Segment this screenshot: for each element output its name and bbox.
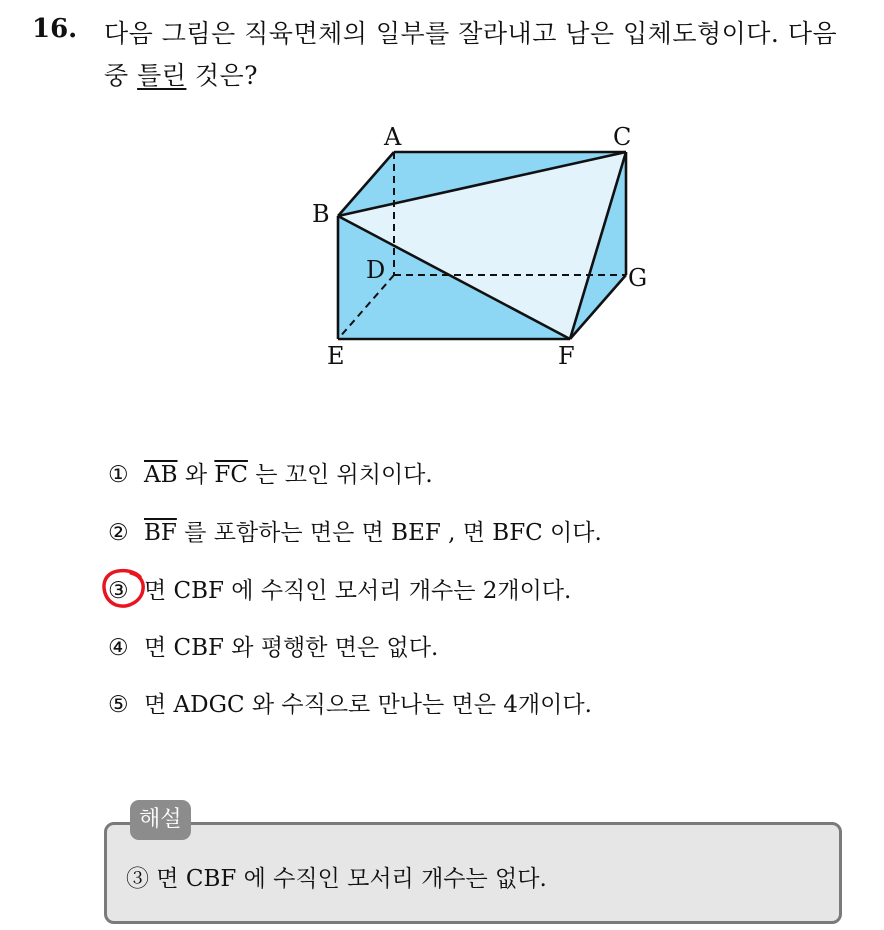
solution-text: ③ 면 CBF 에 수직인 모서리 개수는 없다.	[126, 866, 547, 892]
option-text: 는 꼬인 위치이다.	[247, 462, 433, 488]
vertex-label-g: G	[628, 264, 648, 292]
question-text-line1: 다음 그림은 직육면체의 일부를 잘라내고 남은 입체도형이다. 다음	[104, 19, 838, 48]
option-5[interactable]	[108, 686, 592, 719]
option-number: ④	[108, 635, 129, 661]
question-underlined-word: 틀린	[137, 61, 187, 90]
vertex-label-d: D	[366, 256, 386, 284]
question-text-suffix: 것은?	[186, 61, 259, 90]
option-text: 면 CBF 에 수직인 모서리 개수는 2개이다.	[144, 578, 572, 604]
answer-mark-circle-icon	[100, 567, 146, 609]
solid-figure-diagram	[300, 118, 660, 378]
option-text: 면 ADGC 와 수직으로 만나는 면은 4개이다.	[144, 692, 592, 718]
option-text: 면 CBF 와 평행한 면은 없다.	[144, 635, 439, 661]
option-number: ⑤	[108, 692, 129, 718]
question-text-prefix: 중	[104, 61, 138, 90]
option-2[interactable]	[108, 514, 602, 547]
option-number: ①	[108, 462, 129, 488]
option-number: ③	[108, 578, 129, 604]
vertex-label-b: B	[312, 200, 330, 228]
option-text: 를 포함하는 면은 면 BEF , 면 BFC 이다.	[176, 520, 602, 546]
segment-ab: $\overline{AB}$	[144, 462, 178, 488]
option-1[interactable]	[108, 456, 433, 489]
option-3[interactable]	[108, 572, 571, 605]
segment-fc: $\overline{FC}$	[214, 462, 248, 488]
vertex-label-e: E	[327, 342, 345, 370]
option-number: ②	[108, 520, 129, 546]
segment-bf: $\overline{BF}$	[144, 520, 177, 546]
question-text-line2	[104, 56, 258, 92]
option-text: 와	[177, 462, 215, 488]
vertex-label-f: F	[558, 342, 575, 370]
vertex-label-c: C	[613, 123, 632, 151]
option-4[interactable]	[108, 629, 438, 662]
question-number: 16.	[32, 14, 78, 44]
solution-tag: 해설	[130, 800, 191, 840]
vertex-label-a: A	[384, 123, 402, 151]
